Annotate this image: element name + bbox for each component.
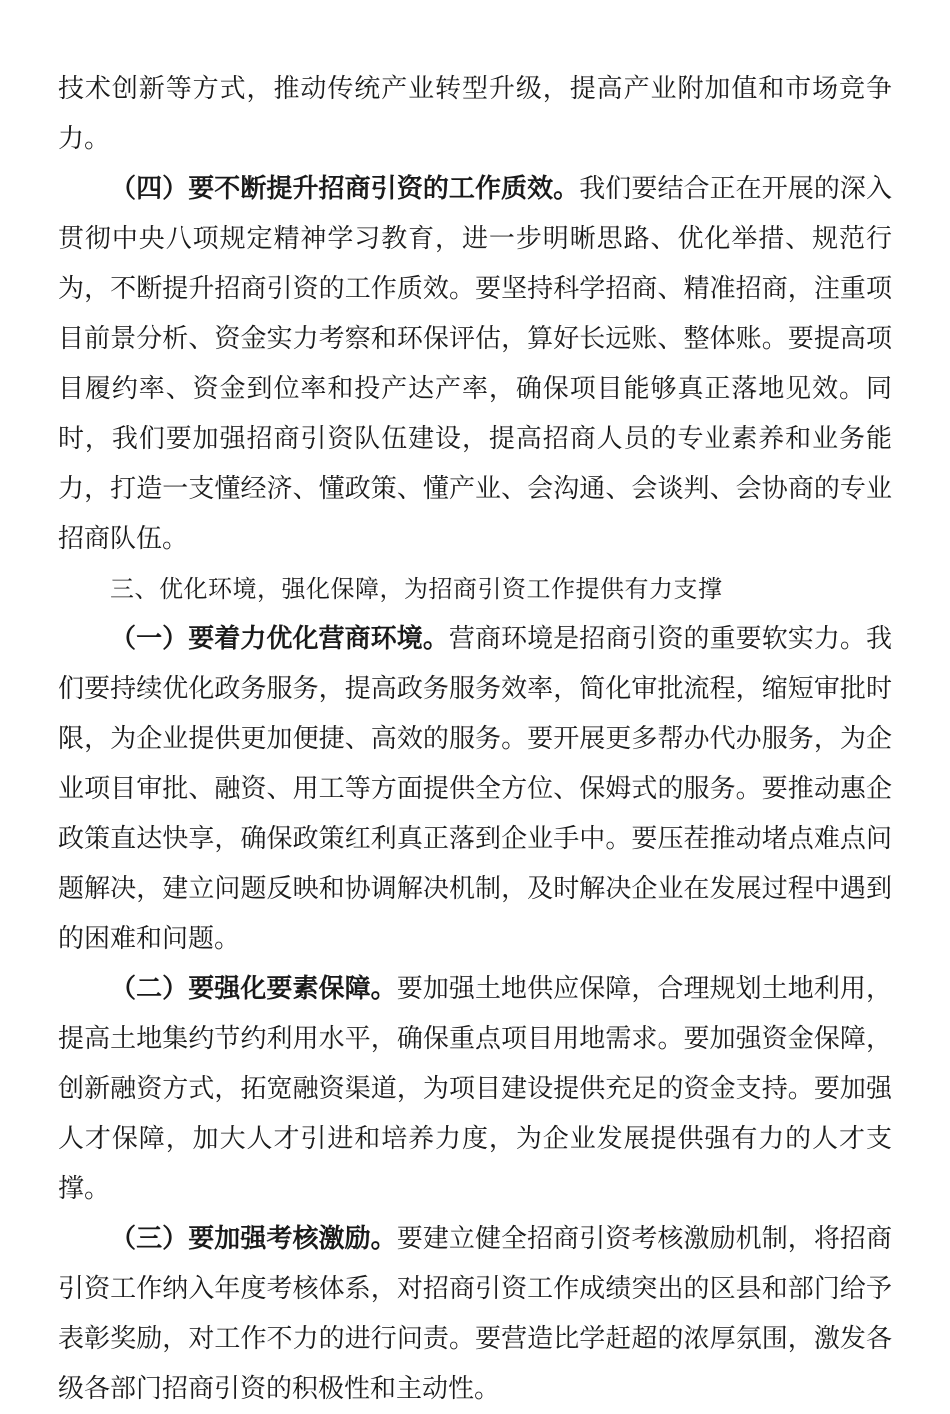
point-four-paragraph	[58, 164, 892, 564]
sub-three-paragraph	[58, 1214, 892, 1414]
continuation-paragraph	[58, 64, 892, 164]
sub-one-heading: （一）要着力优化营商环境。	[110, 624, 449, 654]
sub-one-paragraph	[58, 614, 892, 964]
section-three-title: 三、优化环境，强化保障，为招商引资工作提供有力支撑	[110, 575, 723, 603]
sub-three-body: 要建立健全招商引资考核激励机制，将招商引资工作纳入年度考核体系，对招商引资工作成绩突出的区县和部门给予表彰奖励，对工作不力的进行问责。要营造比学赶超的浓厚氛围，激发各级各部门招商引资的积极性和主动性。	[58, 1224, 892, 1404]
point-four-body: 我们要结合正在开展的深入贯彻中央八项规定精神学习教育，进一步明晰思路、优化举措、规范行为，不断提升招商引资的工作质效。要坚持科学招商、精准招商，注重项目前景分析、资金实力考察和环保评估，算好长远账、整体账。要提高项目履约率、资金到位率和投产达产率，确保项目能够真正落地见效。同时，我们要加强招商引资队伍建设，提高招商人员的专业素养和业务能力，打造一支懂经济、懂政策、懂产业、会沟通、会谈判、会协商的专业招商队伍。	[58, 174, 892, 554]
document-page	[58, 64, 892, 1414]
continuation-text: 技术创新等方式，推动传统产业转型升级，提高产业附加值和市场竞争力。	[58, 74, 892, 154]
sub-two-paragraph	[58, 964, 892, 1214]
point-four-heading: （四）要不断提升招商引资的工作质效。	[110, 174, 580, 204]
sub-one-body: 营商环境是招商引资的重要软实力。我们要持续优化政务服务，提高政务服务效率，简化审批流程，缩短审批时限，为企业提供更加便捷、高效的服务。要开展更多帮办代办服务，为企业项目审批、融资、用工等方面提供全方位、保姆式的服务。要推动惠企政策直达快享，确保政策红利真正落到企业手中。要压茬推动堵点难点问题解决，建立问题反映和协调解决机制，及时解决企业在发展过程中遇到的困难和问题。	[58, 624, 892, 954]
sub-three-heading: （三）要加强考核激励。	[110, 1224, 397, 1254]
sub-two-body: 要加强土地供应保障，合理规划土地利用，提高土地集约节约利用水平，确保重点项目用地需求。要加强资金保障，创新融资方式，拓宽融资渠道，为项目建设提供充足的资金支持。要加强人才保障，加大人才引进和培养力度，为企业发展提供强有力的人才支撑。	[58, 974, 892, 1204]
sub-two-heading: （二）要强化要素保障。	[110, 974, 397, 1004]
